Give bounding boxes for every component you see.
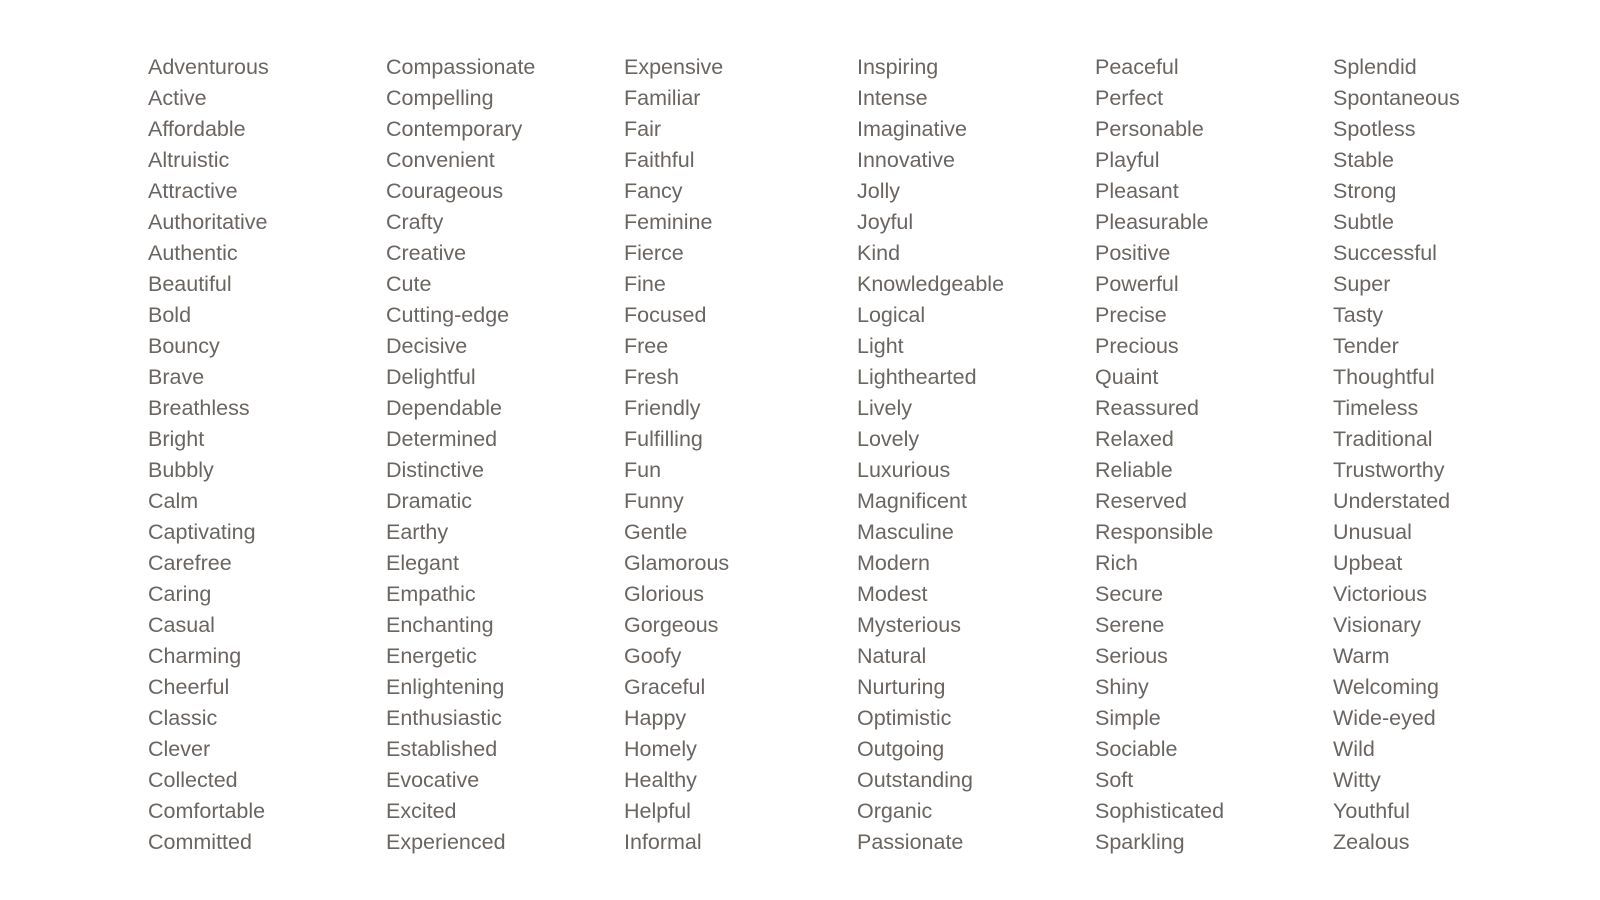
- word-column-4: [857, 52, 1004, 858]
- word-item: Modest: [857, 582, 928, 606]
- word-item: Personable: [1095, 117, 1204, 141]
- word-item: Decisive: [386, 334, 468, 358]
- word-item: Casual: [148, 613, 215, 637]
- word-item: Kind: [857, 241, 901, 265]
- word-column-3: [624, 52, 729, 858]
- word-item: Spontaneous: [1333, 86, 1460, 110]
- word-item: Enthusiastic: [386, 706, 502, 730]
- word-item: Faithful: [624, 148, 695, 172]
- word-item: Friendly: [624, 396, 701, 420]
- word-item: Light: [857, 334, 904, 358]
- word-item: Goofy: [624, 644, 682, 668]
- word-item: Beautiful: [148, 272, 232, 296]
- word-item: Collected: [148, 768, 238, 792]
- word-item: Rich: [1095, 551, 1139, 575]
- word-item: Positive: [1095, 241, 1171, 265]
- word-item: Established: [386, 737, 498, 761]
- word-column-6: [1333, 52, 1460, 858]
- word-item: Splendid: [1333, 55, 1417, 79]
- word-item: Lovely: [857, 427, 920, 451]
- word-item: Reassured: [1095, 396, 1199, 420]
- word-item: Traditional: [1333, 427, 1433, 451]
- word-item: Brave: [148, 365, 205, 389]
- word-item: Subtle: [1333, 210, 1394, 234]
- word-item: Logical: [857, 303, 926, 327]
- word-item: Creative: [386, 241, 467, 265]
- word-column-1: [148, 52, 269, 858]
- word-item: Sociable: [1095, 737, 1178, 761]
- word-item: Helpful: [624, 799, 691, 823]
- word-item: Fancy: [624, 179, 683, 203]
- word-item: Warm: [1333, 644, 1390, 668]
- word-item: Understated: [1333, 489, 1451, 513]
- word-item: Fine: [624, 272, 666, 296]
- word-item: Earthy: [386, 520, 449, 544]
- word-item: Serious: [1095, 644, 1168, 668]
- word-item: Wild: [1333, 737, 1375, 761]
- word-item: Pleasant: [1095, 179, 1179, 203]
- word-item: Bold: [148, 303, 192, 327]
- word-item: Stable: [1333, 148, 1394, 172]
- word-item: Enchanting: [386, 613, 494, 637]
- word-item: Fierce: [624, 241, 684, 265]
- word-item: Imaginative: [857, 117, 967, 141]
- word-item: Intense: [857, 86, 928, 110]
- word-item: Wide-eyed: [1333, 706, 1436, 730]
- word-item: Mysterious: [857, 613, 961, 637]
- word-item: Determined: [386, 427, 498, 451]
- word-item: Youthful: [1333, 799, 1410, 823]
- word-item: Powerful: [1095, 272, 1179, 296]
- word-item: Timeless: [1333, 396, 1419, 420]
- word-item: Knowledgeable: [857, 272, 1005, 296]
- word-item: Organic: [857, 799, 933, 823]
- word-item: Trustworthy: [1333, 458, 1445, 482]
- word-item: Dramatic: [386, 489, 473, 513]
- word-item: Experienced: [386, 830, 506, 854]
- word-item: Passionate: [857, 830, 964, 854]
- word-item: Outstanding: [857, 768, 973, 792]
- word-item: Simple: [1095, 706, 1161, 730]
- word-item: Visionary: [1333, 613, 1422, 637]
- word-item: Bright: [148, 427, 205, 451]
- word-item: Cute: [386, 272, 432, 296]
- word-item: Witty: [1333, 768, 1381, 792]
- word-item: Active: [148, 86, 207, 110]
- word-column-2: [386, 52, 535, 858]
- word-item: Luxurious: [857, 458, 951, 482]
- word-item: Caring: [148, 582, 212, 606]
- word-item: Peaceful: [1095, 55, 1179, 79]
- word-item: Contemporary: [386, 117, 523, 141]
- word-item: Outgoing: [857, 737, 945, 761]
- word-item: Convenient: [386, 148, 495, 172]
- word-item: Energetic: [386, 644, 477, 668]
- word-item: Tender: [1333, 334, 1399, 358]
- word-item: Victorious: [1333, 582, 1428, 606]
- word-item: Playful: [1095, 148, 1160, 172]
- word-item: Thoughtful: [1333, 365, 1435, 389]
- word-item: Precious: [1095, 334, 1179, 358]
- word-item: Comfortable: [148, 799, 266, 823]
- word-item: Modern: [857, 551, 930, 575]
- word-item: Enlightening: [386, 675, 505, 699]
- word-item: Free: [624, 334, 669, 358]
- word-item: Zealous: [1333, 830, 1410, 854]
- word-item: Captivating: [148, 520, 256, 544]
- word-column-5: [1095, 52, 1224, 858]
- word-item: Classic: [148, 706, 218, 730]
- word-item: Fulfilling: [624, 427, 703, 451]
- word-item: Breathless: [148, 396, 250, 420]
- word-item: Healthy: [624, 768, 697, 792]
- word-item: Adventurous: [148, 55, 269, 79]
- word-item: Cutting-edge: [386, 303, 510, 327]
- word-item: Super: [1333, 272, 1391, 296]
- word-item: Precise: [1095, 303, 1167, 327]
- word-item: Spotless: [1333, 117, 1416, 141]
- word-item: Reliable: [1095, 458, 1173, 482]
- word-item: Magnificent: [857, 489, 967, 513]
- word-item: Elegant: [386, 551, 459, 575]
- word-item: Relaxed: [1095, 427, 1174, 451]
- word-item: Sparkling: [1095, 830, 1185, 854]
- word-item: Strong: [1333, 179, 1397, 203]
- word-item: Fun: [624, 458, 662, 482]
- word-item: Graceful: [624, 675, 706, 699]
- word-item: Gentle: [624, 520, 688, 544]
- word-item: Bouncy: [148, 334, 220, 358]
- word-item: Inspiring: [857, 55, 939, 79]
- word-item: Happy: [624, 706, 687, 730]
- word-item: Lighthearted: [857, 365, 977, 389]
- word-item: Bubbly: [148, 458, 214, 482]
- word-item: Familiar: [624, 86, 701, 110]
- word-item: Soft: [1095, 768, 1134, 792]
- word-item: Homely: [624, 737, 697, 761]
- word-item: Crafty: [386, 210, 444, 234]
- word-item: Quaint: [1095, 365, 1159, 389]
- word-item: Gorgeous: [624, 613, 719, 637]
- word-item: Authentic: [148, 241, 238, 265]
- word-item: Tasty: [1333, 303, 1384, 327]
- word-item: Fair: [624, 117, 662, 141]
- word-item: Serene: [1095, 613, 1165, 637]
- word-item: Excited: [386, 799, 457, 823]
- word-item: Carefree: [148, 551, 232, 575]
- word-item: Courageous: [386, 179, 504, 203]
- word-item: Jolly: [857, 179, 901, 203]
- word-item: Feminine: [624, 210, 713, 234]
- word-item: Unusual: [1333, 520, 1412, 544]
- word-item: Lively: [857, 396, 912, 420]
- word-item: Natural: [857, 644, 927, 668]
- word-item: Attractive: [148, 179, 238, 203]
- word-item: Focused: [624, 303, 707, 327]
- word-item: Compelling: [386, 86, 494, 110]
- word-item: Perfect: [1095, 86, 1164, 110]
- word-item: Empathic: [386, 582, 476, 606]
- word-item: Charming: [148, 644, 242, 668]
- word-item: Upbeat: [1333, 551, 1403, 575]
- word-item: Joyful: [857, 210, 914, 234]
- word-item: Expensive: [624, 55, 724, 79]
- word-item: Clever: [148, 737, 211, 761]
- word-item: Calm: [148, 489, 199, 513]
- word-item: Glorious: [624, 582, 705, 606]
- word-item: Innovative: [857, 148, 956, 172]
- word-item: Affordable: [148, 117, 246, 141]
- word-item: Welcoming: [1333, 675, 1439, 699]
- word-item: Pleasurable: [1095, 210, 1209, 234]
- word-item: Funny: [624, 489, 684, 513]
- word-item: Reserved: [1095, 489, 1188, 513]
- word-item: Authoritative: [148, 210, 268, 234]
- word-item: Delightful: [386, 365, 476, 389]
- word-item: Informal: [624, 830, 702, 854]
- word-item: Evocative: [386, 768, 480, 792]
- word-item: Glamorous: [624, 551, 730, 575]
- word-item: Sophisticated: [1095, 799, 1225, 823]
- word-item: Altruistic: [148, 148, 230, 172]
- word-item: Nurturing: [857, 675, 946, 699]
- word-item: Shiny: [1095, 675, 1149, 699]
- word-item: Optimistic: [857, 706, 952, 730]
- word-item: Committed: [148, 830, 252, 854]
- word-item: Cheerful: [148, 675, 230, 699]
- word-item: Distinctive: [386, 458, 484, 482]
- word-item: Successful: [1333, 241, 1437, 265]
- word-item: Responsible: [1095, 520, 1214, 544]
- word-item: Fresh: [624, 365, 679, 389]
- word-item: Compassionate: [386, 55, 536, 79]
- word-item: Masculine: [857, 520, 954, 544]
- word-item: Dependable: [386, 396, 502, 420]
- word-item: Secure: [1095, 582, 1164, 606]
